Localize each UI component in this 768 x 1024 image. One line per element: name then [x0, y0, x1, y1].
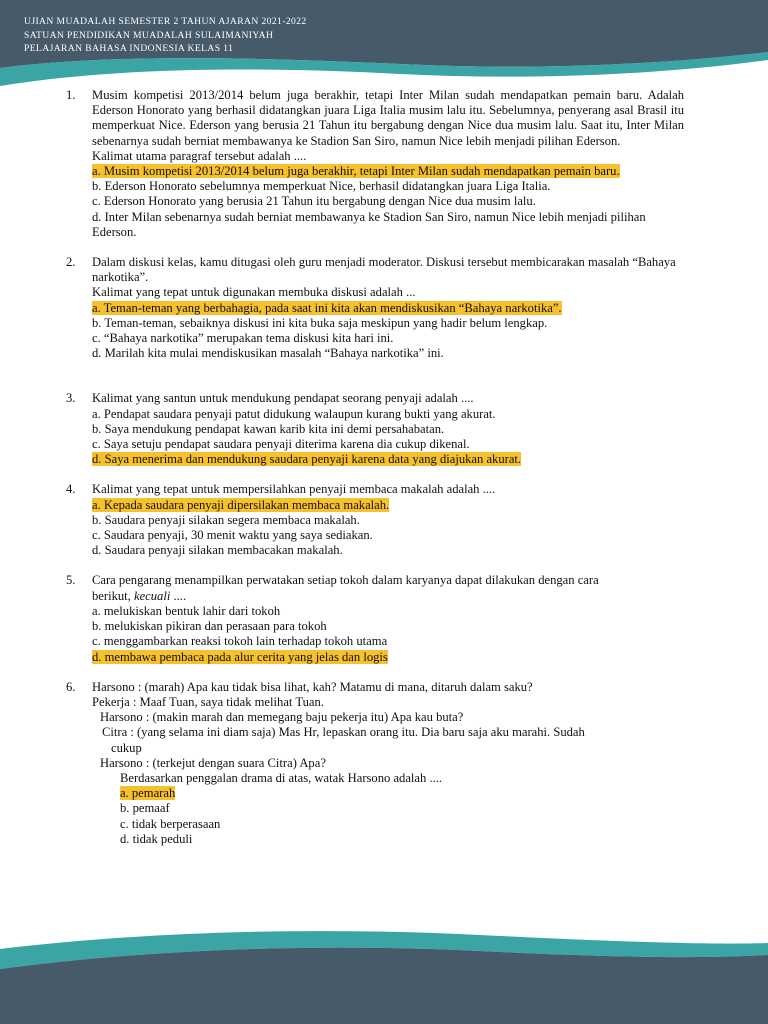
header-line-school: SATUAN PENDIDIKAN MUADALAH SULAIMANIYAH: [24, 29, 274, 41]
option-d[interactable]: d. tidak peduli: [120, 831, 193, 846]
option-b[interactable]: b. Ederson Honorato sebelumnya memperkuat Nice, berhasil didatangkan juara Liga Italia.: [92, 179, 551, 194]
answer-highlight: a. Musim kompetisi 2013/2014 belum juga berakhir, tetapi Inter Milan sudah mendapatkan pemain baru.: [92, 164, 620, 179]
question-prompt: Berdasarkan penggalan drama di atas, watak Harsono adalah ....: [120, 770, 443, 785]
option-b[interactable]: b. Saudara penyaji silakan segera membaca makalah.: [92, 512, 360, 527]
question-number: 1.: [66, 88, 76, 102]
dialog-line: Harsono : (terkejut dengan suara Citra) Apa?: [100, 755, 326, 770]
answer-highlight: a. Teman-teman yang berbahagia, pada saat ini kita akan mendiskusikan “Bahaya narkotika”.: [92, 300, 562, 315]
question-stem: Kalimat yang santun untuk mendukung pendapat seorang penyaji adalah ....: [92, 391, 474, 406]
exam-content: [66, 88, 684, 847]
stem-emphasis: kecuali: [133, 588, 171, 603]
answer-highlight: a. Kepada saudara penyaji dipersilakan membaca makalah.: [92, 497, 390, 512]
option-d[interactable]: d. Saudara penyaji silakan membacakan makalah.: [92, 543, 343, 558]
option-a[interactable]: [92, 301, 684, 316]
question-number: 5.: [66, 573, 76, 588]
option-c[interactable]: c. tidak berperasaan: [120, 816, 221, 831]
dialog-line: Harsono : (marah) Apa kau tidak bisa lihat, kah? Matamu di mana, ditaruh dalam saku?: [92, 679, 533, 694]
option-a[interactable]: a. melukiskan bentuk lahir dari tokoh: [92, 603, 281, 618]
footer-band: [0, 929, 768, 1024]
option-c[interactable]: c. menggambarkan reaksi tokoh lain terhadap tokoh utama: [92, 634, 388, 649]
footer-band-dark: [0, 948, 768, 1024]
option-b[interactable]: b. Saya mendukung pendapat kawan karib kita ini demi persahabatan.: [92, 421, 445, 436]
option-b[interactable]: b. pemaaf: [120, 801, 170, 816]
stem-text: ....: [170, 588, 187, 603]
question-6: [66, 680, 684, 847]
question-4: [66, 482, 684, 558]
stem-text: berikut,: [92, 588, 134, 603]
answer-highlight: d. membawa pembaca pada alur cerita yang jelas dan logis: [92, 649, 388, 664]
dialog-line: Harsono : (makin marah dan memegang baju pekerja itu) Apa kau buta?: [100, 710, 464, 725]
question-number: 3.: [66, 391, 76, 406]
option-d[interactable]: [92, 452, 684, 467]
dialog-line: Citra : (yang selama ini diam saja) Mas Hr, lepaskan orang itu. Dia baru saja aku marahi. Sudah: [102, 725, 585, 740]
option-a[interactable]: [92, 786, 684, 801]
question-stem: Dalam diskusi kelas, kamu ditugasi oleh guru menjadi moderator. Diskusi tersebut membicarakan masalah “Bahaya narkotika”.: [92, 255, 676, 285]
answer-highlight: d. Saya menerima dan mendukung saudara penyaji karena data yang diajukan akurat.: [92, 452, 522, 467]
option-d[interactable]: d. Marilah kita mulai mendiskusikan masalah “Bahaya narkotika” ini.: [92, 346, 444, 361]
question-5: [66, 573, 684, 664]
question-number: 2.: [66, 255, 76, 270]
dialog-line: Pekerja : Maaf Tuan, saya tidak melihat Tuan.: [92, 694, 324, 709]
question-stem-line-1: Cara pengarang menampilkan perwatakan setiap tokoh dalam karyanya dapat dilakukan dengan cara: [92, 573, 599, 588]
option-c[interactable]: c. “Bahaya narkotika” merupakan tema diskusi kita hari ini.: [92, 331, 394, 346]
question-prompt: Kalimat utama paragraf tersebut adalah ....: [92, 148, 307, 163]
header-line-exam: UJIAN MUADALAH SEMESTER 2 TAHUN AJARAN 2021-2022: [24, 16, 307, 27]
option-d[interactable]: d. Inter Milan sebenarnya sudah berniat membawanya ke Stadion San Siro, namun Nice lebih menjadi pilihan Ederson.: [92, 209, 646, 239]
question-2: [66, 255, 684, 361]
option-b[interactable]: b. Teman-teman, sebaiknya diskusi ini kita buka saja meskipun yang hadir belum lengkap.: [92, 315, 548, 330]
option-c[interactable]: c. Saya setuju pendapat saudara penyaji diterima karena dia cukup dikenal.: [92, 437, 470, 452]
question-stem: Kalimat yang tepat untuk mempersilahkan penyaji membaca makalah adalah ....: [92, 482, 496, 497]
question-stem-line-2: [92, 589, 684, 604]
option-c[interactable]: c. Ederson Honorato yang berusia 21 Tahun itu bergabung dengan Nice dua musim lalu.: [92, 194, 536, 209]
option-a[interactable]: [92, 498, 684, 513]
question-number: 4.: [66, 482, 76, 497]
question-number: 6.: [66, 679, 76, 694]
question-1: [66, 88, 684, 240]
dialog-line: cukup: [111, 740, 142, 755]
option-d[interactable]: [92, 650, 684, 665]
question-stem: Musim kompetisi 2013/2014 belum juga berakhir, tetapi Inter Milan sudah mendapatkan pemain baru. Adalah Ederson Honorato yang berhasil didatangkan juara Liga Italia musim lalu itu. Sebelumnya, penyerang asal Brasil itu memperkuat Nice. Ederson yang berusia 21 Tahun itu bergabung dengan Nice dua musim lalu. Saat itu, Inter Milan sebenarnya sudah berniat membawanya ke Stadion San Siro, namun Nice lebih menjadi pilihan Ederson.: [92, 88, 684, 148]
header-title-block: [24, 15, 307, 56]
option-a[interactable]: [92, 164, 684, 179]
answer-highlight: a. pemarah: [120, 786, 176, 801]
question-prompt: Kalimat yang tepat untuk digunakan membuka diskusi adalah ...: [92, 285, 416, 300]
question-3: [66, 391, 684, 467]
option-a[interactable]: a. Pendapat saudara penyaji patut didukung walaupun kurang bukti yang akurat.: [92, 406, 496, 421]
header-line-subject: PELAJARAN BAHASA INDONESIA KELAS 11: [24, 43, 234, 55]
option-b[interactable]: b. melukiskan pikiran dan perasaan para tokoh: [92, 619, 327, 634]
option-c[interactable]: c. Saudara penyaji, 30 menit waktu yang saya sediakan.: [92, 528, 373, 543]
